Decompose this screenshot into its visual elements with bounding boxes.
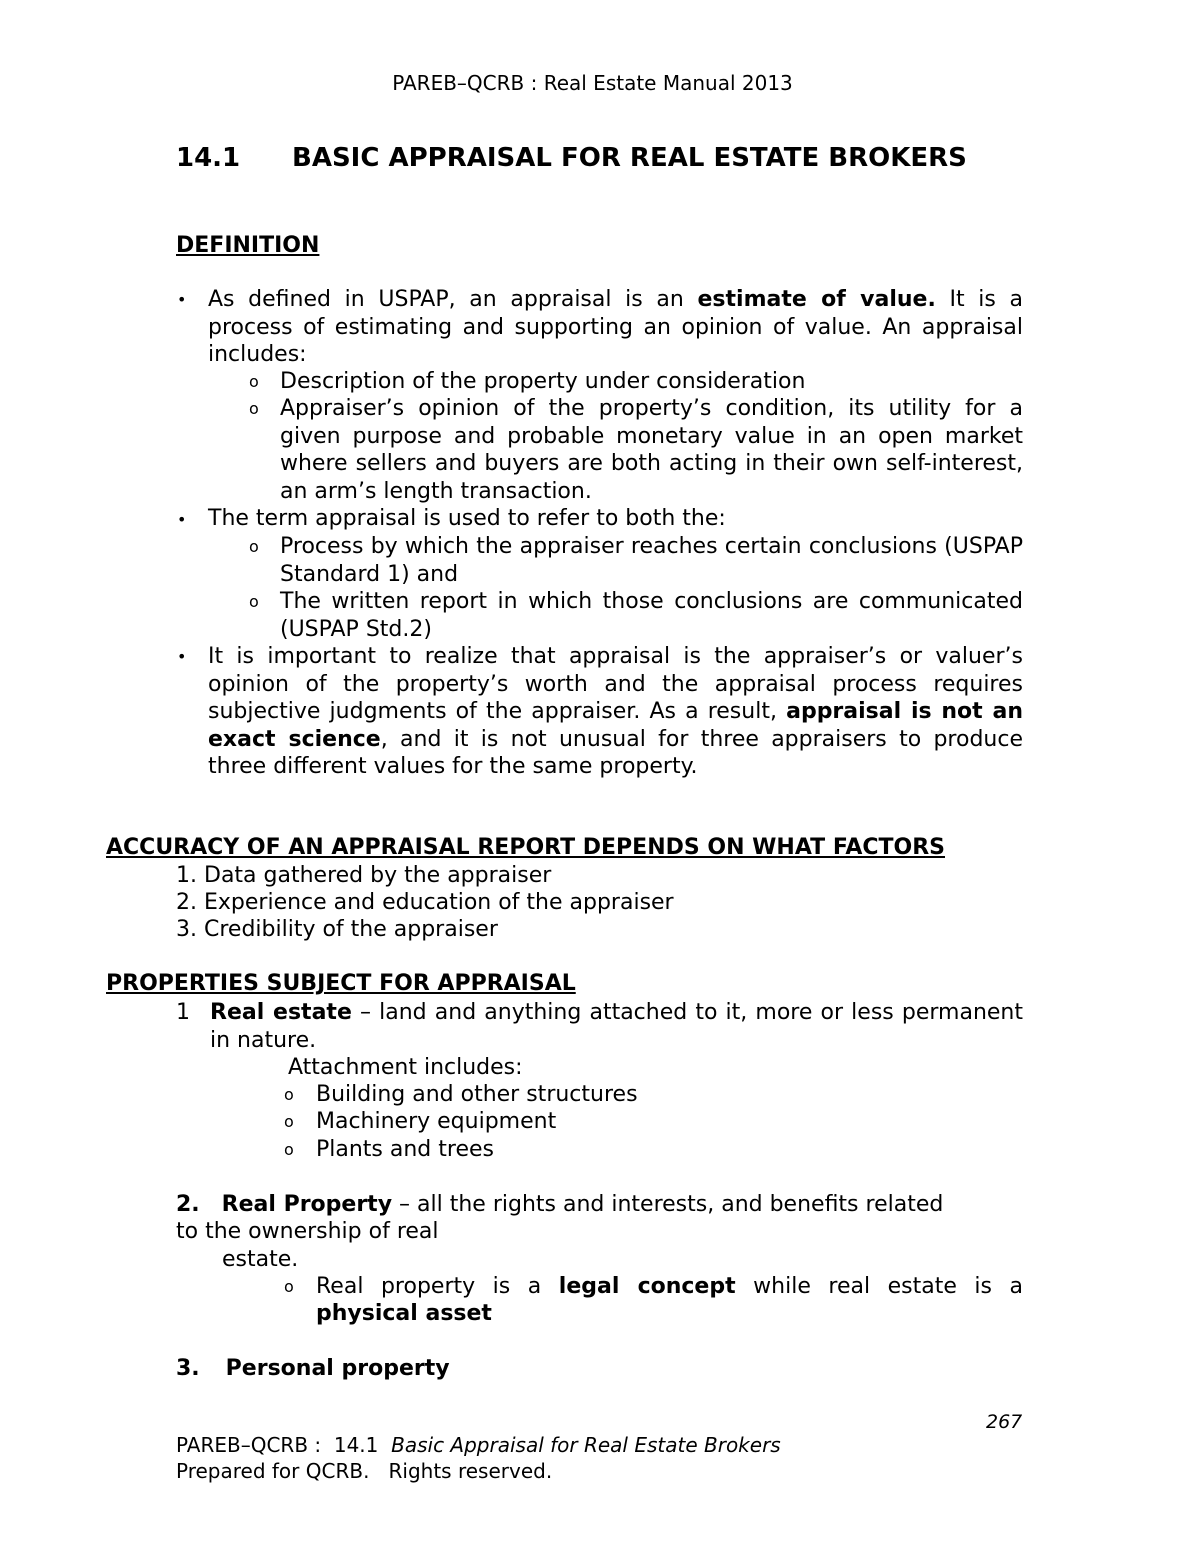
term: Personal property (225, 1356, 450, 1381)
italic-run: Basic Appraisal for Real Estate Brokers (391, 1433, 781, 1457)
item-number: 2. (176, 890, 197, 915)
footer-line-1 (176, 1432, 781, 1458)
attachment-item: Building and other structures (316, 1082, 638, 1107)
real-property-note-line-2 (316, 1300, 492, 1328)
sub-bullet-glyph: o (284, 1085, 294, 1104)
definition-bullet-3-text (208, 643, 1023, 781)
real-property-line-3: estate. (222, 1247, 299, 1272)
accuracy-item-3 (176, 916, 498, 944)
definition-bullet-2-text: The term appraisal is used to refer to both the: (208, 506, 726, 531)
attachment-label: Attachment includes: (288, 1055, 523, 1080)
sub-bullet-glyph: o (249, 537, 259, 556)
bullet-glyph: • (177, 510, 187, 529)
accuracy-item-2 (176, 889, 674, 917)
real-property-note-line-1 (316, 1273, 1023, 1301)
definition-bullet-1-text (208, 286, 1023, 369)
definition-heading: DEFINITION (176, 233, 320, 258)
definition-sub-1: Description of the property under consideration (280, 369, 806, 394)
bold-run: physical asset (316, 1301, 492, 1326)
section-title: BASIC APPRAISAL FOR REAL ESTATE BROKERS (292, 143, 967, 173)
bullet-glyph: • (177, 647, 187, 666)
footer-line-2: Prepared for QCRB. Rights reserved. (176, 1459, 553, 1483)
page-number: 267 (986, 1411, 1023, 1433)
sub-bullet-glyph: o (249, 592, 259, 611)
real-property-line-2: to the ownership of real (176, 1219, 439, 1244)
text-run: – land and anything attached to it, more or less permanent in nature. (210, 1000, 1023, 1053)
item-text: Data gathered by the appraiser (204, 863, 552, 888)
item-number: 1 (176, 1000, 190, 1025)
bold-run: legal concept (558, 1274, 736, 1299)
item-number: 3. (176, 1356, 200, 1381)
accuracy-heading: ACCURACY OF AN APPRAISAL REPORT DEPENDS ON WHAT FACTORS (106, 835, 945, 860)
sub-bullet-glyph: o (249, 399, 259, 418)
text-run: As defined in USPAP, an appraisal is an (208, 287, 698, 312)
item-number: 1. (176, 863, 197, 888)
sub-bullet-glyph: o (284, 1140, 294, 1159)
properties-heading: PROPERTIES SUBJECT FOR APPRAISAL (106, 971, 576, 996)
bold-run: estimate of value. (697, 287, 936, 312)
running-header: PAREB–QCRB : Real Estate Manual 2013 (392, 71, 793, 95)
term: Real Property (221, 1192, 393, 1217)
page-title (176, 140, 967, 176)
item-number: 2. (176, 1192, 200, 1217)
text-run: PAREB–QCRB : 14.1 (176, 1433, 392, 1457)
item-text: Credibility of the appraiser (204, 917, 498, 942)
text-run: , and it is not unusual for three appraisers to produce three different values for the same property. (208, 726, 1023, 779)
term: Real estate (210, 1000, 352, 1025)
definition-sub-3: Process by which the appraiser reaches certain conclusions (USPAP Standard 1) and (280, 534, 1023, 587)
real-property-line-1 (176, 1191, 1023, 1219)
text-run: while real estate is a (735, 1274, 1023, 1299)
sub-bullet-glyph: o (284, 1112, 294, 1131)
sub-bullet-glyph: o (249, 372, 259, 391)
property-personal (176, 1355, 450, 1383)
accuracy-item-1 (176, 862, 551, 890)
real-estate-definition (210, 999, 1023, 1054)
bold-run: appraisal is not an exact science (208, 699, 1023, 752)
text-run: Real property is a (316, 1274, 559, 1299)
sub-bullet-glyph: o (284, 1277, 294, 1296)
bullet-glyph: • (177, 290, 187, 309)
text-run: It is important to realize that appraisal is the appraiser’s or valuer’s opinion of the property’s worth and the appraisal process requires subjective judgments of the appraiser. As a result, (208, 644, 1023, 724)
text-run: – all the rights and interests, and benefits related (392, 1192, 944, 1217)
item-number: 3. (176, 917, 197, 942)
definition-sub-2: Appraiser’s opinion of the property’s condition, its utility for a given purpose and probable monetary value in an open market where sellers and buyers are both acting in their own self-interest, an arm’s length transaction. (280, 396, 1023, 504)
section-number: 14.1 (176, 143, 241, 173)
attachment-item: Machinery equipment (316, 1109, 557, 1134)
definition-sub-4: The written report in which those conclusions are communicated (USPAP Std.2) (280, 589, 1023, 642)
item-text: Experience and education of the appraiser (204, 890, 674, 915)
attachment-item: Plants and trees (316, 1137, 494, 1162)
text-run: It is a process of estimating and supporting an opinion of value. An appraisal includes: (208, 287, 1023, 367)
